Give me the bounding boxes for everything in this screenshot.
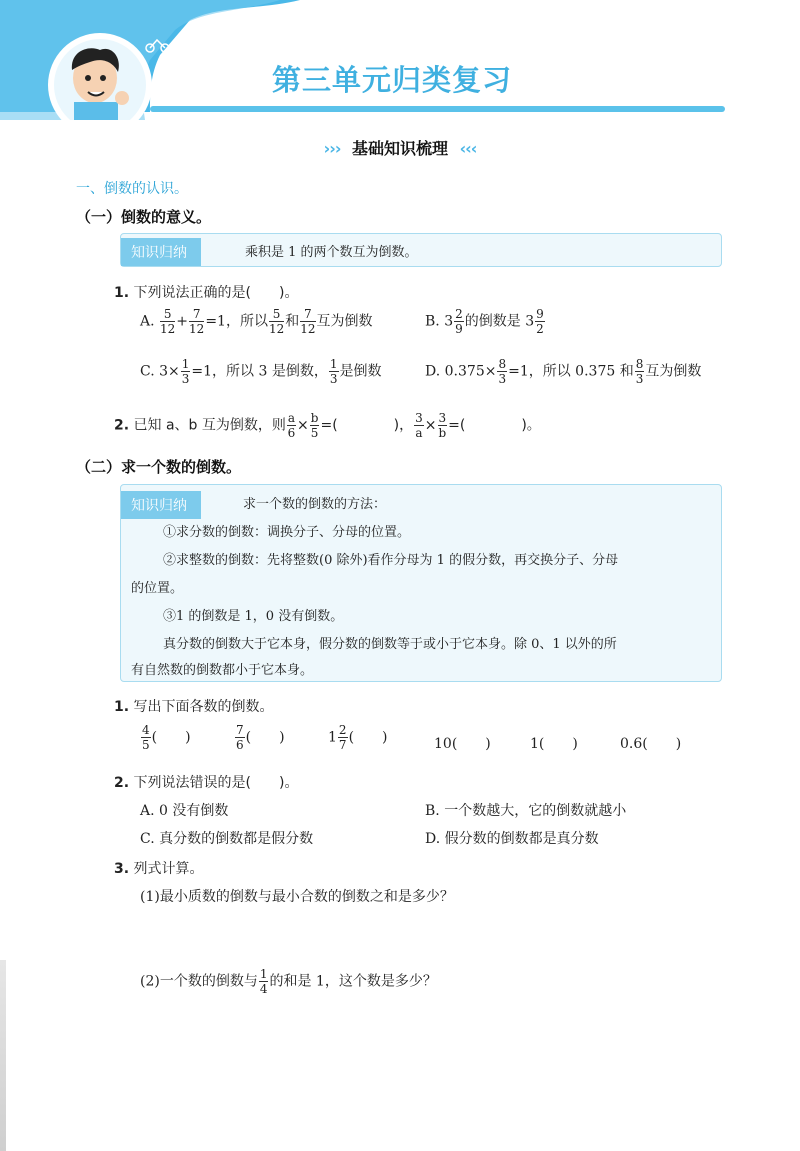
question-2: 2. 已知 a、b 互为倒数，则 $\frac{a}{6}$ × $\frac{b}{5}$ =( )， $\frac{3}{a}$ × $\frac{3}{b}$ =( )。 — [114, 411, 541, 440]
option-a: A. 0 没有倒数 — [140, 803, 229, 819]
option-b: B. 一个数越大，它的倒数就越小 — [425, 803, 627, 819]
page-edge — [0, 960, 6, 1151]
title-underline — [150, 106, 725, 112]
reciprocal-item: 1 $\frac{2}{7}$ ( ) — [328, 723, 388, 752]
knowledge-box-2: 知识归纳 求一个数的倒数的方法： ①求分数的倒数：调换分子、分母的位置。 ②求整数的倒数：先将整数(0 除外)看作分母为 1 的假分数，再交换分子、分母 的位置。 ③1 的倒数是 1，0 没有倒数。 真分数的倒数大于它本身，假分数的倒数等于或小于它本身。除 0、1 以外的所 有自然数的倒数都小于它本身。 — [120, 484, 722, 682]
reciprocal-item: $\frac{7}{6}$ ( ) — [236, 723, 285, 752]
knowledge-tag: 知识归纳 — [121, 238, 201, 266]
part1-heading: （一）倒数的意义。 — [76, 208, 212, 226]
option-d: D. 假分数的倒数都是真分数 — [425, 831, 599, 847]
option-c: C. 真分数的倒数都是假分数 — [140, 831, 314, 847]
chevron-right-icon: ››› — [323, 139, 341, 158]
option-b: B. 3 $\frac{2}{9}$ 的倒数是 3 $\frac{9}{2}$ — [425, 307, 544, 336]
question-1: 1. 下列说法正确的是( )。 — [114, 285, 299, 301]
option-c: C. 3× $\frac{1}{3}$ =1，所以 3 是倒数， $\frac{1}{3}$ 是倒数 — [140, 357, 382, 386]
part2-heading: （二）求一个数的倒数。 — [76, 458, 242, 476]
section-heading: 一、倒数的认识。 — [76, 181, 188, 197]
knowledge-text: 乘积是 1 的两个数互为倒数。 — [245, 245, 418, 260]
subtitle — [0, 136, 800, 159]
chevron-left-icon: ‹‹‹ — [459, 139, 477, 158]
sub-question-2: (2)一个数的倒数与 $\frac{1}{4}$ 的和是 1，这个数是多少？ — [140, 967, 437, 996]
subtitle-text: 基础知识梳理 — [351, 139, 448, 158]
page-title: 第三单元归类复习 — [272, 63, 513, 97]
question-4: 2. 下列说法错误的是( )。 — [114, 775, 299, 791]
question-5: 3. 列式计算。 — [114, 861, 204, 877]
question-3: 1. 写出下面各数的倒数。 — [114, 699, 274, 715]
knowledge-tag: 知识归纳 — [121, 491, 201, 519]
sub-question-1: (1)最小质数的倒数与最小合数的倒数之和是多少？ — [140, 889, 454, 905]
header-banner — [0, 0, 300, 120]
reciprocal-item: 10( ) — [434, 736, 491, 752]
reciprocal-item: 1( ) — [530, 736, 578, 752]
option-d: D. 0.375× $\frac{8}{3}$ =1，所以 0.375 和 $\frac{8}{3}$ 互为倒数 — [425, 357, 702, 386]
reciprocal-item: $\frac{4}{5}$ ( ) — [142, 723, 191, 752]
option-a: A. $\frac{5}{12}$ + $\frac{7}{12}$ =1，所以 $\frac{5}{12}$ 和 $\frac{7}{12}$ 互为倒数 — [140, 307, 373, 336]
knowledge-box-1 — [120, 233, 722, 267]
reciprocal-item: 0.6( ) — [620, 736, 682, 752]
